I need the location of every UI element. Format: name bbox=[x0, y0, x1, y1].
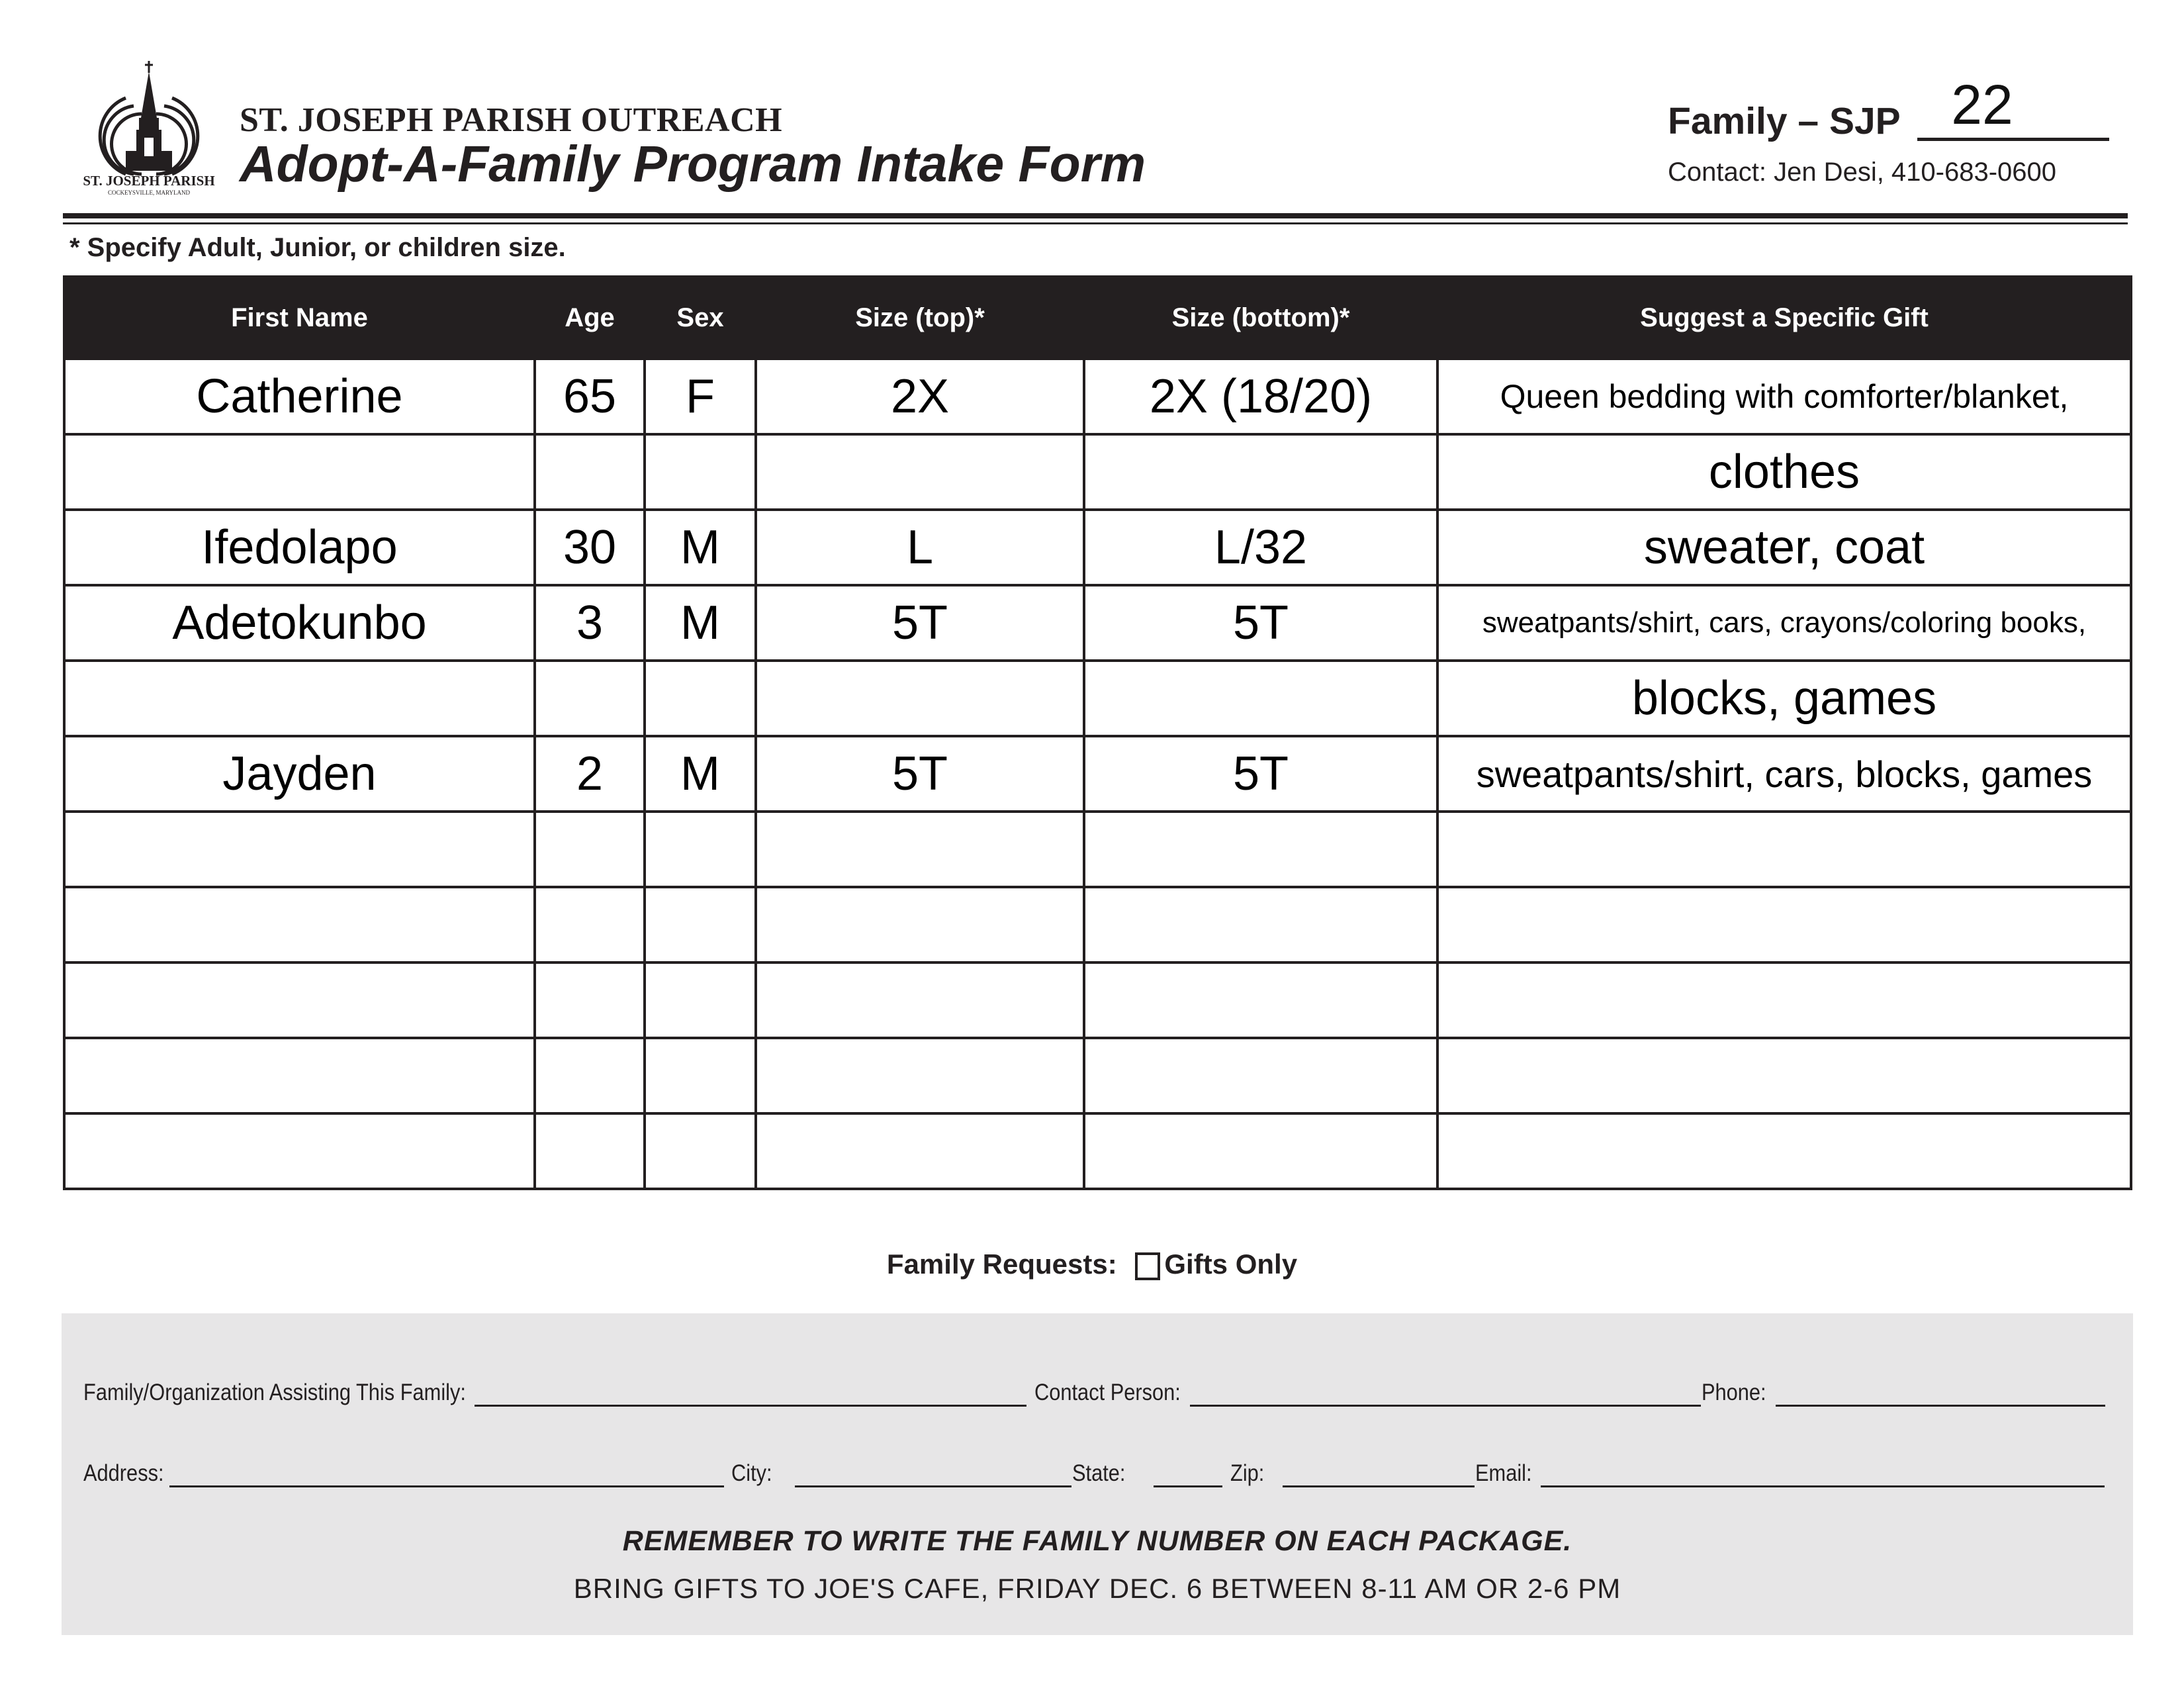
cell-age[interactable] bbox=[535, 1038, 645, 1113]
cell-size-top[interactable]: L bbox=[756, 510, 1084, 585]
table-row bbox=[64, 510, 2131, 585]
table-row bbox=[64, 661, 2131, 736]
family-number-line bbox=[1917, 138, 2109, 141]
cell-size-bottom[interactable]: 2X (18/20) bbox=[1084, 359, 1437, 434]
cell-size-bottom[interactable]: L/32 bbox=[1084, 510, 1437, 585]
table-row bbox=[64, 585, 2131, 661]
cell-size-top[interactable]: 5T bbox=[756, 585, 1084, 661]
phone-field[interactable] bbox=[1776, 1405, 2105, 1407]
cell-gift[interactable]: blocks, games bbox=[1437, 661, 2131, 736]
gifts-only-label: Gifts Only bbox=[1164, 1248, 1298, 1280]
cell-age[interactable]: 65 bbox=[535, 359, 645, 434]
cell-age[interactable]: 3 bbox=[535, 585, 645, 661]
cell-sex[interactable] bbox=[645, 962, 756, 1038]
cell-sex[interactable] bbox=[645, 1113, 756, 1189]
cell-size-bottom[interactable]: 5T bbox=[1084, 585, 1437, 661]
parish-name: ST. JOSEPH PARISH OUTREACH bbox=[240, 101, 783, 139]
table-row bbox=[64, 1038, 2131, 1113]
cell-gift[interactable]: Queen bedding with comforter/blanket, bbox=[1437, 359, 2131, 434]
cell-gift[interactable]: sweatpants/shirt, cars, crayons/coloring books, bbox=[1437, 585, 2131, 661]
zip-label: Zip: bbox=[1230, 1460, 1265, 1486]
state-label: State: bbox=[1072, 1460, 1126, 1486]
cell-first-name[interactable]: Ifedolapo bbox=[64, 510, 535, 585]
cell-age[interactable] bbox=[535, 887, 645, 962]
cell-size-top[interactable] bbox=[756, 1038, 1084, 1113]
family-number-field[interactable]: 22 bbox=[1951, 73, 2013, 136]
email-label: Email: bbox=[1475, 1460, 1532, 1486]
cell-gift[interactable] bbox=[1437, 1113, 2131, 1189]
cell-size-bottom[interactable] bbox=[1084, 887, 1437, 962]
table-row bbox=[64, 887, 2131, 962]
zip-field[interactable] bbox=[1283, 1485, 1475, 1487]
church-steeple-icon bbox=[79, 58, 218, 197]
cell-gift[interactable] bbox=[1437, 962, 2131, 1038]
address-field[interactable] bbox=[169, 1485, 724, 1487]
cell-age[interactable] bbox=[535, 434, 645, 510]
address-label: Address: bbox=[83, 1460, 164, 1486]
family-label: Family – SJP bbox=[1668, 100, 1901, 142]
cell-first-name[interactable] bbox=[64, 962, 535, 1038]
cell-sex[interactable]: M bbox=[645, 736, 756, 812]
cell-age[interactable] bbox=[535, 962, 645, 1038]
cell-first-name[interactable]: Catherine bbox=[64, 359, 535, 434]
table-row bbox=[64, 962, 2131, 1038]
size-note: * Specify Adult, Junior, or children size. bbox=[69, 233, 566, 262]
reminder-text: REMEMBER TO WRITE THE FAMILY NUMBER ON EACH PACKAGE. bbox=[622, 1525, 1572, 1557]
header-size-top: Size (top)* bbox=[756, 277, 1084, 359]
cell-size-bottom[interactable] bbox=[1084, 962, 1437, 1038]
cell-age[interactable] bbox=[535, 661, 645, 736]
cell-gift[interactable]: sweater, coat bbox=[1437, 510, 2131, 585]
header-first-name: First Name bbox=[64, 277, 535, 359]
header-gift: Suggest a Specific Gift bbox=[1437, 277, 2131, 359]
cell-size-bottom[interactable] bbox=[1084, 1038, 1437, 1113]
gifts-only-checkbox[interactable] bbox=[1135, 1252, 1160, 1280]
cell-sex[interactable]: M bbox=[645, 585, 756, 661]
logo-subtext: COCKEYSVILLE, MARYLAND bbox=[107, 189, 191, 196]
cell-size-top[interactable]: 5T bbox=[756, 736, 1084, 812]
cell-first-name[interactable] bbox=[64, 1113, 535, 1189]
cell-gift[interactable]: clothes bbox=[1437, 434, 2131, 510]
cell-first-name[interactable] bbox=[64, 1038, 535, 1113]
assisting-field[interactable] bbox=[475, 1405, 1026, 1407]
state-field[interactable] bbox=[1154, 1485, 1222, 1487]
table-row bbox=[64, 359, 2131, 434]
cell-sex[interactable] bbox=[645, 1038, 756, 1113]
header-age: Age bbox=[535, 277, 645, 359]
cell-first-name[interactable] bbox=[64, 661, 535, 736]
city-label: City: bbox=[731, 1460, 772, 1486]
cell-first-name[interactable]: Adetokunbo bbox=[64, 585, 535, 661]
assisting-family-section bbox=[62, 1313, 2133, 1635]
cell-age[interactable] bbox=[535, 1113, 645, 1189]
cell-age[interactable] bbox=[535, 812, 645, 887]
cell-gift[interactable] bbox=[1437, 887, 2131, 962]
email-field[interactable] bbox=[1541, 1485, 2105, 1487]
cell-sex[interactable] bbox=[645, 812, 756, 887]
cell-sex[interactable] bbox=[645, 434, 756, 510]
table-row bbox=[64, 1113, 2131, 1189]
table-row bbox=[64, 434, 2131, 510]
parish-logo bbox=[79, 58, 218, 197]
cell-size-bottom[interactable]: 5T bbox=[1084, 736, 1437, 812]
cell-first-name[interactable]: Jayden bbox=[64, 736, 535, 812]
city-field[interactable] bbox=[795, 1485, 1071, 1487]
cell-first-name[interactable] bbox=[64, 887, 535, 962]
header-size-bottom: Size (bottom)* bbox=[1084, 277, 1437, 359]
cell-first-name[interactable] bbox=[64, 812, 535, 887]
form-title: Adopt-A-Family Program Intake Form bbox=[240, 136, 1146, 193]
cell-sex[interactable] bbox=[645, 887, 756, 962]
cell-sex[interactable] bbox=[645, 661, 756, 736]
header-sex: Sex bbox=[645, 277, 756, 359]
family-members-table bbox=[63, 275, 2132, 1190]
contact-info: Contact: Jen Desi, 410-683-0600 bbox=[1668, 158, 2057, 187]
cell-size-bottom[interactable] bbox=[1084, 1113, 1437, 1189]
assisting-label: Family/Organization Assisting This Family: bbox=[83, 1380, 466, 1405]
logo-text: ST. JOSEPH PARISH bbox=[83, 173, 215, 189]
cell-age[interactable]: 2 bbox=[535, 736, 645, 812]
cell-size-top[interactable]: 2X bbox=[756, 359, 1084, 434]
cell-size-top[interactable] bbox=[756, 661, 1084, 736]
cell-size-bottom[interactable] bbox=[1084, 812, 1437, 887]
cell-size-bottom[interactable] bbox=[1084, 661, 1437, 736]
header-divider-thick bbox=[63, 213, 2128, 218]
cell-sex[interactable]: F bbox=[645, 359, 756, 434]
table-header-row bbox=[64, 277, 2131, 359]
cell-first-name[interactable] bbox=[64, 434, 535, 510]
contact-person-field[interactable] bbox=[1190, 1405, 1701, 1407]
cell-gift[interactable] bbox=[1437, 1038, 2131, 1113]
contact-person-label: Contact Person: bbox=[1034, 1380, 1181, 1405]
cell-size-top[interactable] bbox=[756, 962, 1084, 1038]
header-divider-thin bbox=[63, 222, 2128, 224]
cell-age[interactable]: 30 bbox=[535, 510, 645, 585]
cell-size-top[interactable] bbox=[756, 1113, 1084, 1189]
drop-off-instructions: BRING GIFTS TO JOE'S CAFE, FRIDAY DEC. 6 BETWEEN 8-11 AM OR 2-6 PM bbox=[573, 1573, 1621, 1604]
family-requests-label: Family Requests: bbox=[886, 1248, 1117, 1280]
phone-label: Phone: bbox=[1702, 1380, 1766, 1405]
cell-gift[interactable]: sweatpants/shirt, cars, blocks, games bbox=[1437, 736, 2131, 812]
cell-size-bottom[interactable] bbox=[1084, 434, 1437, 510]
table-row bbox=[64, 736, 2131, 812]
cell-gift[interactable] bbox=[1437, 812, 2131, 887]
family-requests bbox=[0, 1248, 2184, 1280]
cell-sex[interactable]: M bbox=[645, 510, 756, 585]
cell-size-top[interactable] bbox=[756, 812, 1084, 887]
cell-size-top[interactable] bbox=[756, 887, 1084, 962]
table-row bbox=[64, 812, 2131, 887]
cell-size-top[interactable] bbox=[756, 434, 1084, 510]
